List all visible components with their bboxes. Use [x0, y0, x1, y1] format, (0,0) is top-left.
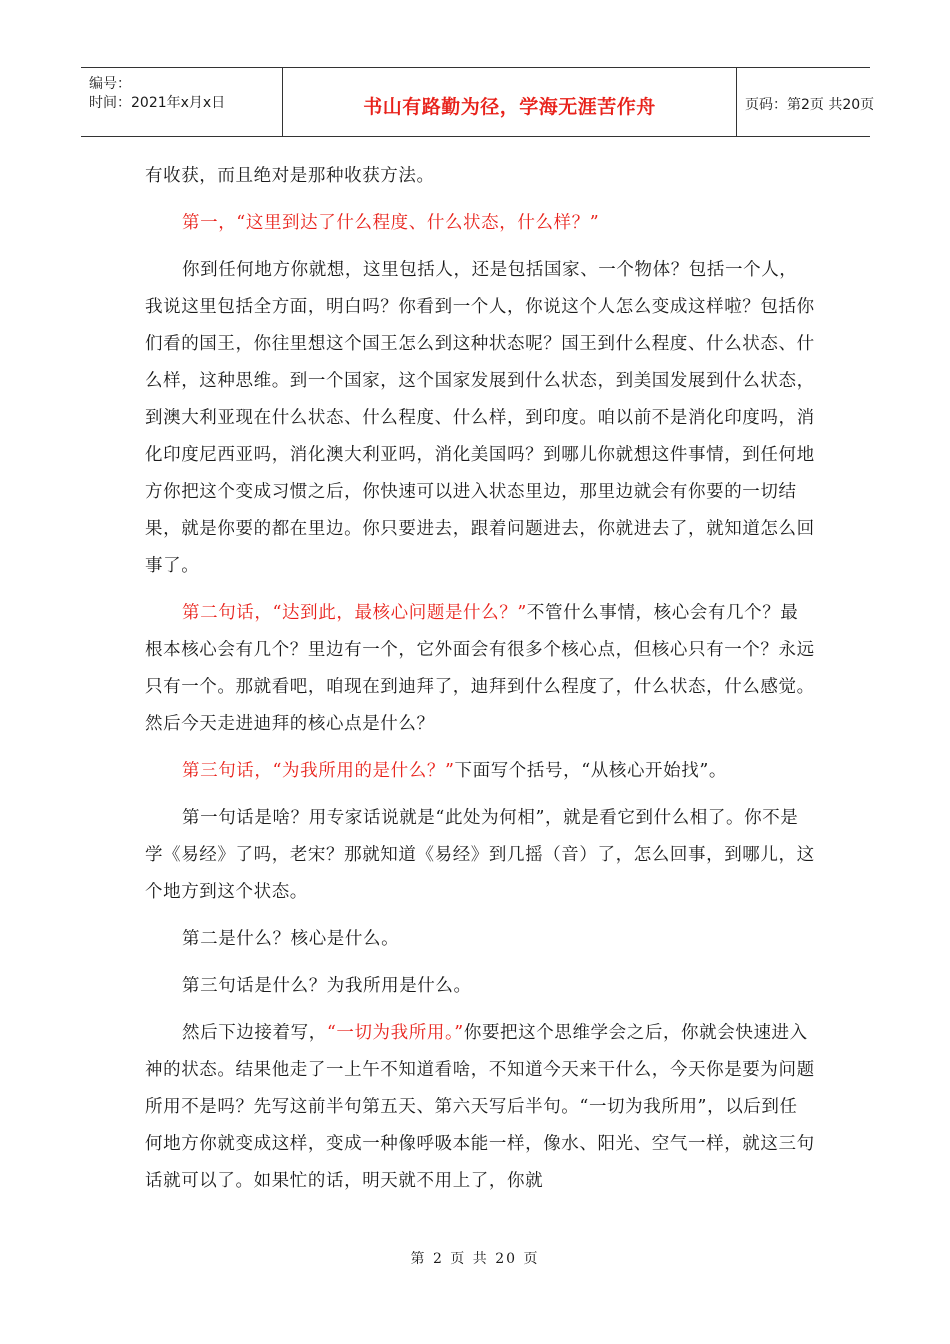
text-segment: 下面写个括号，“从核心开始找”。 — [454, 761, 727, 781]
text-segment: 你到任何地方你就想，这里包括人，还是包括国家、一个物体？包括一个人，我说这里包括全方面，明白吗？你看到一个人，你说这个人怎么变成这样啦？包括你们看的国王，你往里想这个国王怎么到这种状态呢？国王到什么程度、什么状态、什么样，这种思维。到一个国家，这个国家发展到什么状态，到美国发展到什么状态，到澳大利亚现在什么状态、什么程度、什么样，到印度。咱以前不是消化印度吗，消化印度尼西亚吗，消化澳大利亚吗，消化美国吗？到哪儿你就想这件事情，到任何地方你把这个变成习惯之后，你快速可以进入状态里边，那里边就会有你要的一切结果，就是你要的都在里边。你只要进去，跟着问题进去，你就进去了，就知道怎么回事了。 — [145, 260, 815, 576]
page-footer: 第 2 页 共 20 页 — [410, 1251, 540, 1267]
paragraph-second-sentence — [145, 595, 815, 743]
document-number-label: 编号： — [89, 76, 131, 92]
document-header — [81, 67, 875, 137]
text-segment: 不管什么事情，核心会有几个？最根本核心会有几个？里边有一个，它外面会有很多个核心点，但核心只有一个？永远只有一个。那就看吧，咱现在到迪拜了，迪拜到什么程度了，什么状态，什么感觉。然后今天走进迪拜的核心点是什么？ — [145, 603, 815, 734]
text-segment: 第一句话是啥？用专家话说就是“此处为何相”，就是看它到什么相了。你不是学《易经》了吗，老宋？那就知道《易经》到几摇（音）了，怎么回事，到哪儿，这个地方到这个状态。 — [145, 808, 815, 902]
document-date-label: 时间：2021年x月x日 — [89, 95, 226, 111]
header-meta-cell — [81, 68, 282, 136]
highlight-text: “一切为我所用。” — [326, 1023, 464, 1043]
highlight-text: 第二句话，“达到此，最核心问题是什么？” — [182, 603, 527, 623]
paragraph — [145, 921, 815, 958]
paragraph — [145, 158, 815, 195]
text-segment: 第二是什么？核心是什么。 — [182, 929, 400, 949]
header-page-number: 页码：第2页 共20页 — [745, 97, 875, 113]
text-segment: 你要把这个思维学会之后，你就会快速进入神的状态。结果他走了一上午不知道看啥，不知道今天来干什么，今天你是要为问题所用不是吗？先写这前半句第五天、第六天写后半句。“一切为我所用”，以后到任何地方你就变成这样，变成一种像呼吸本能一样，像水、阳光、空气一样，就这三句话就可以了。如果忙的话，明天就不用上了，你就 — [145, 1023, 815, 1191]
header-motto: 书山有路勤为径，学海无涯苦作舟 — [363, 96, 656, 118]
paragraph-heading-first — [145, 205, 815, 242]
text-segment: 第三句话是什么？为我所用是什么。 — [182, 976, 472, 996]
document-body — [145, 158, 815, 1200]
paragraph — [145, 968, 815, 1005]
text-segment: 然后下边接着写， — [182, 1023, 327, 1043]
paragraph — [145, 252, 815, 585]
header-page-cell — [736, 68, 875, 136]
highlight-text: 第一，“这里到达了什么程度、什么状态，什么样？” — [182, 213, 600, 233]
paragraph-third-sentence — [145, 753, 815, 790]
highlight-text: 第三句话，“为我所用的是什么？” — [182, 761, 455, 781]
paragraph — [145, 1015, 815, 1200]
paragraph — [145, 800, 815, 911]
text-segment: 有收获，而且绝对是那种收获方法。 — [145, 166, 435, 186]
header-motto-cell — [282, 68, 737, 136]
